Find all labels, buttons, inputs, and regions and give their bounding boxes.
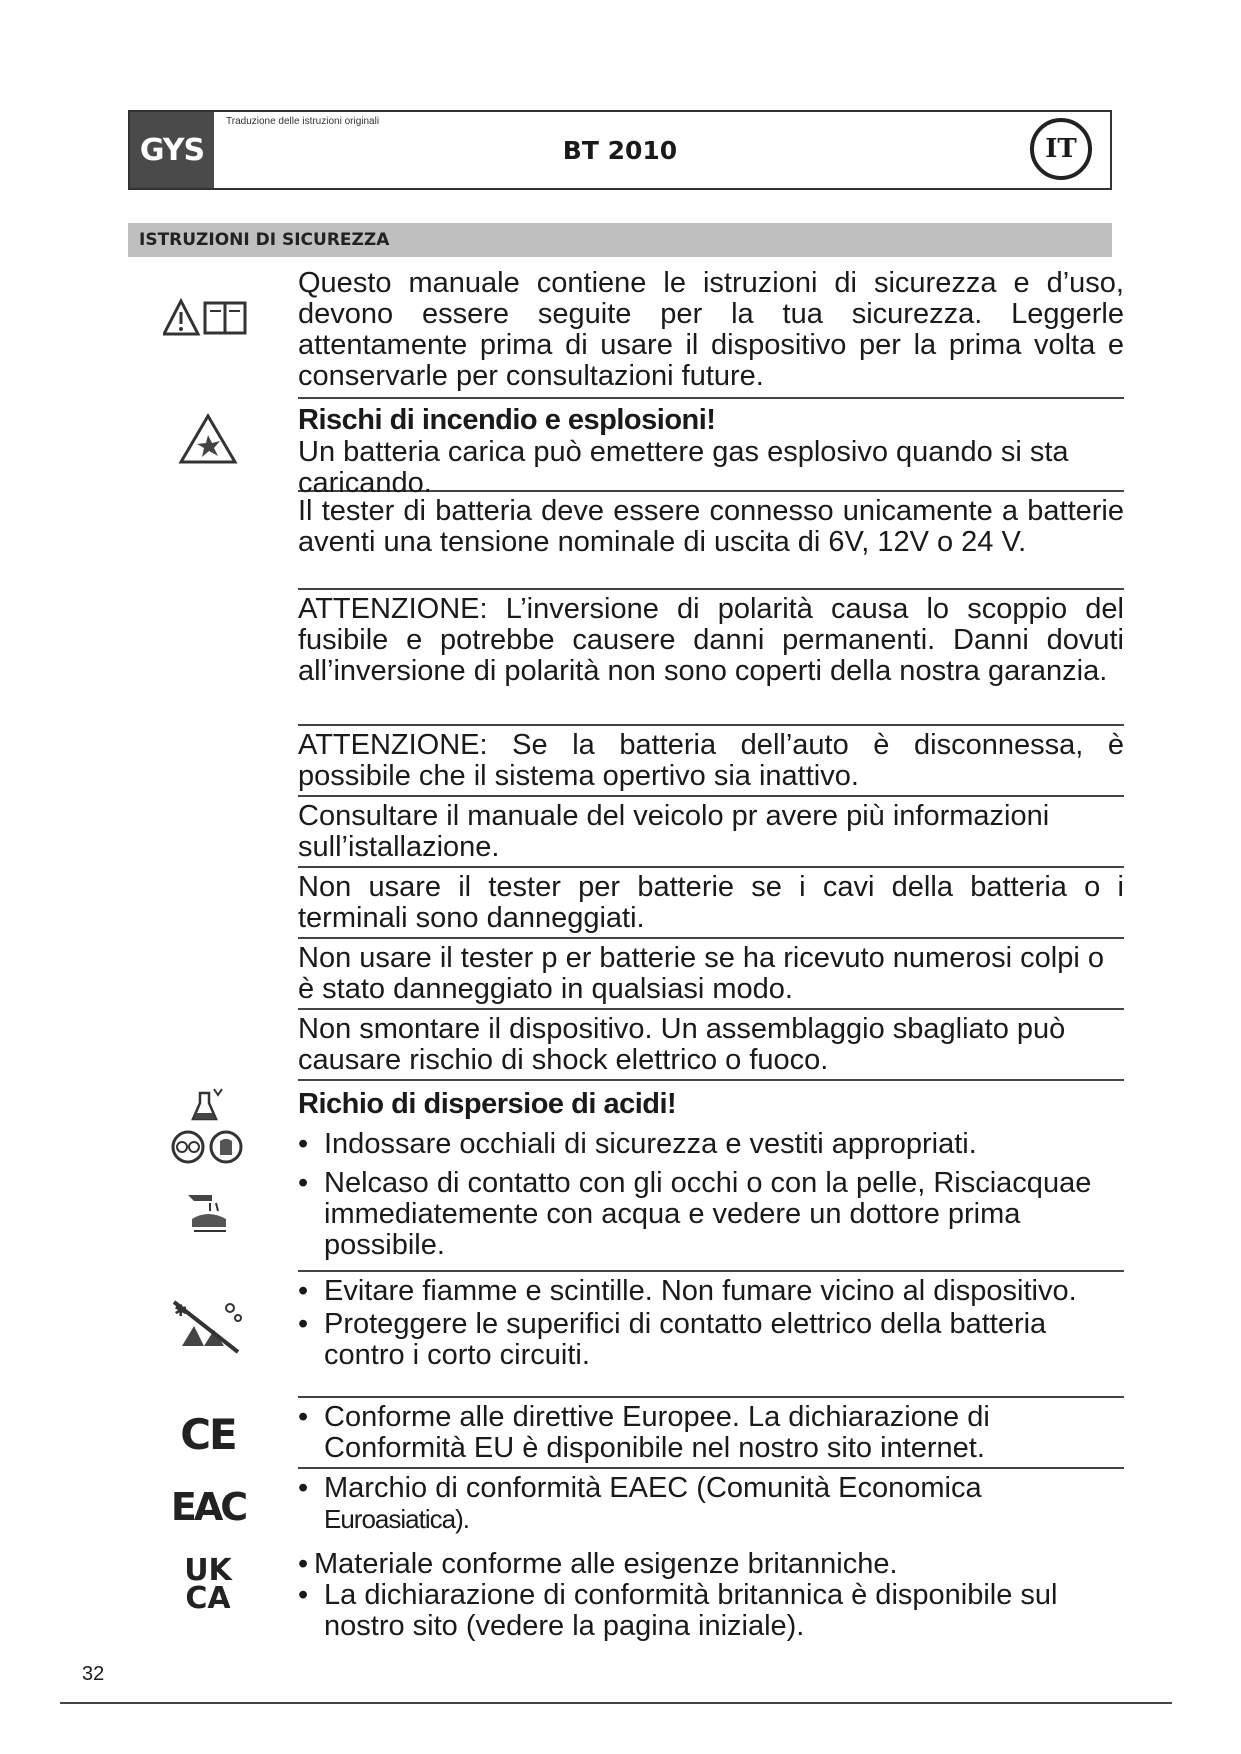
explosion-warning-icon: [178, 413, 238, 465]
ce-text: Conforme alle direttive Europee. La dichiarazione di Conformità EU è disponibile nel nostro sito internet.: [324, 1401, 990, 1464]
eac-item: [298, 1473, 1124, 1535]
model-title: BT 2010: [562, 136, 678, 165]
rinse-with-water-icon: [182, 1185, 234, 1237]
document-header: [128, 110, 1112, 190]
disassemble-text: Non smontare il dispositivo. Un assemblaggio sbagliato può causare rischio di shock elettrico o fuoco.: [298, 1014, 1124, 1081]
ce-item: [298, 1402, 1124, 1464]
bullet: •: [298, 1275, 309, 1307]
uk-declaration-item: [298, 1580, 1124, 1642]
header-subtitle: Traduzione delle istruzioni originali: [226, 116, 380, 127]
flames-item: [298, 1276, 1124, 1307]
flames-text: Evitare fiamme e scintille. Non fumare vicino al dispositivo.: [324, 1275, 1077, 1307]
car-battery-row: [128, 730, 1128, 801]
fire-risk-heading: Rischi di incendio e esplosioni!: [298, 404, 716, 436]
damaged-tester-text: Non usare il tester p er batterie se ha ricevuto numerosi colpi o è stato danneggiato in qualsiasi modo.: [298, 943, 1124, 1010]
uk-material-item: [298, 1549, 1124, 1580]
acid-risk-row: [128, 1085, 1128, 1276]
polarity-warning-text: ATTENZIONE: L’inversione di polarità causa lo scoppio del fusibile e potrebbe causere danni permanenti. Danni dovuti all’inversione di polarità non sono coperti della nostra garanzia.: [298, 594, 1124, 726]
fire-risk-row: [128, 403, 1128, 499]
bullet: •: [298, 1579, 309, 1611]
glasses-item: [298, 1129, 1124, 1160]
page-number: 32: [82, 1663, 105, 1685]
acid-risk-heading: Richio di dispersioe di acidi!: [298, 1088, 677, 1120]
eac-mark-icon: EAC: [170, 1485, 246, 1529]
bullet: •: [298, 1548, 309, 1580]
glasses-text: Indossare occhiali di sicurezza e vestiti appropriati.: [324, 1128, 977, 1160]
fire-risk-text: Un batteria carica può emettere gas esplosivo quando si sta caricando.: [298, 436, 1069, 499]
no-fire-no-smoking-icon: [168, 1296, 248, 1356]
ce-row: [128, 1402, 1128, 1473]
ce-mark-icon: CE: [180, 1410, 236, 1459]
ukca-mark-icon: [128, 1553, 288, 1616]
intro-row: [128, 268, 1128, 403]
ukca-top-text: UK: [184, 1553, 232, 1588]
eac-row: [128, 1473, 1128, 1549]
bullet: •: [298, 1472, 309, 1504]
protective-gear-icon: [168, 1129, 248, 1165]
footer-divider: [60, 1702, 1172, 1704]
short-circuit-text: Proteggere le superifici di contatto elettrico della batteria contro i corto circuiti.: [324, 1308, 1047, 1371]
eac-text: Marchio di conformità EAEC (Comunità Economica: [324, 1472, 982, 1504]
eyes-contact-text: Nelcaso di contatto con gli occhi o con la pelle, Risciacquae immediatemente con acqua e vedere un dottore prima possibile.: [324, 1167, 1092, 1261]
bullet: •: [298, 1401, 309, 1433]
ukca-row: [128, 1549, 1128, 1655]
intro-text: Questo manuale contiene le istruzioni di sicurezza e d’uso, devono essere seguite per la tua sicurezza. Leggerle attentamente prima di usare il dispositivo per la prima volta e conservarle per consultazioni future.: [298, 268, 1124, 399]
flames-row: [128, 1276, 1128, 1402]
gys-logo: GYS: [130, 112, 214, 188]
car-battery-warning-text: ATTENZIONE: Se la batteria dell’auto è disconnessa, è possibile che il sistema opertivo sia inattivo.: [298, 730, 1124, 797]
bullet: •: [298, 1308, 309, 1340]
disassemble-row: [128, 1014, 1128, 1085]
acid-hazard-icon: [188, 1085, 228, 1125]
language-badge: IT: [1030, 118, 1092, 180]
cables-row: [128, 872, 1128, 943]
uk-declaration-text: La dichiarazione di conformità britannica è disponibile sul nostro sito (vedere la pagina iniziale).: [324, 1579, 1058, 1642]
short-circuit-item: [298, 1309, 1124, 1371]
polarity-row: [128, 594, 1128, 730]
hits-row: [128, 943, 1128, 1014]
bullet: •: [298, 1167, 309, 1199]
voltage-row: [128, 496, 1128, 594]
uk-material-text: Materiale conforme alle esigenze britanniche.: [314, 1548, 898, 1580]
damaged-cables-text: Non usare il tester per batterie se i cavi della batteria o i terminali sono danneggiati.: [298, 872, 1124, 939]
bullet: •: [298, 1128, 309, 1160]
safety-instructions: [128, 268, 1128, 1655]
eac-text-tail: Euroasiatica).: [324, 1504, 469, 1534]
warning-manual-icon: [163, 298, 253, 338]
ukca-bottom-text: CA: [185, 1581, 231, 1616]
section-title: ISTRUZIONI DI SICUREZZA: [128, 223, 1112, 257]
tester-voltage-text: Il tester di batteria deve essere connesso unicamente a batterie aventi una tensione nominale di uscita di 6V, 12V o 24 V.: [298, 496, 1124, 590]
eyes-item: [298, 1168, 1124, 1261]
vehicle-manual-text: Consultare il manuale del veicolo pr avere più informazioni sull’istallazione.: [298, 801, 1124, 868]
manual-row: [128, 801, 1128, 872]
svg-text:✱: ✱: [174, 1301, 188, 1320]
